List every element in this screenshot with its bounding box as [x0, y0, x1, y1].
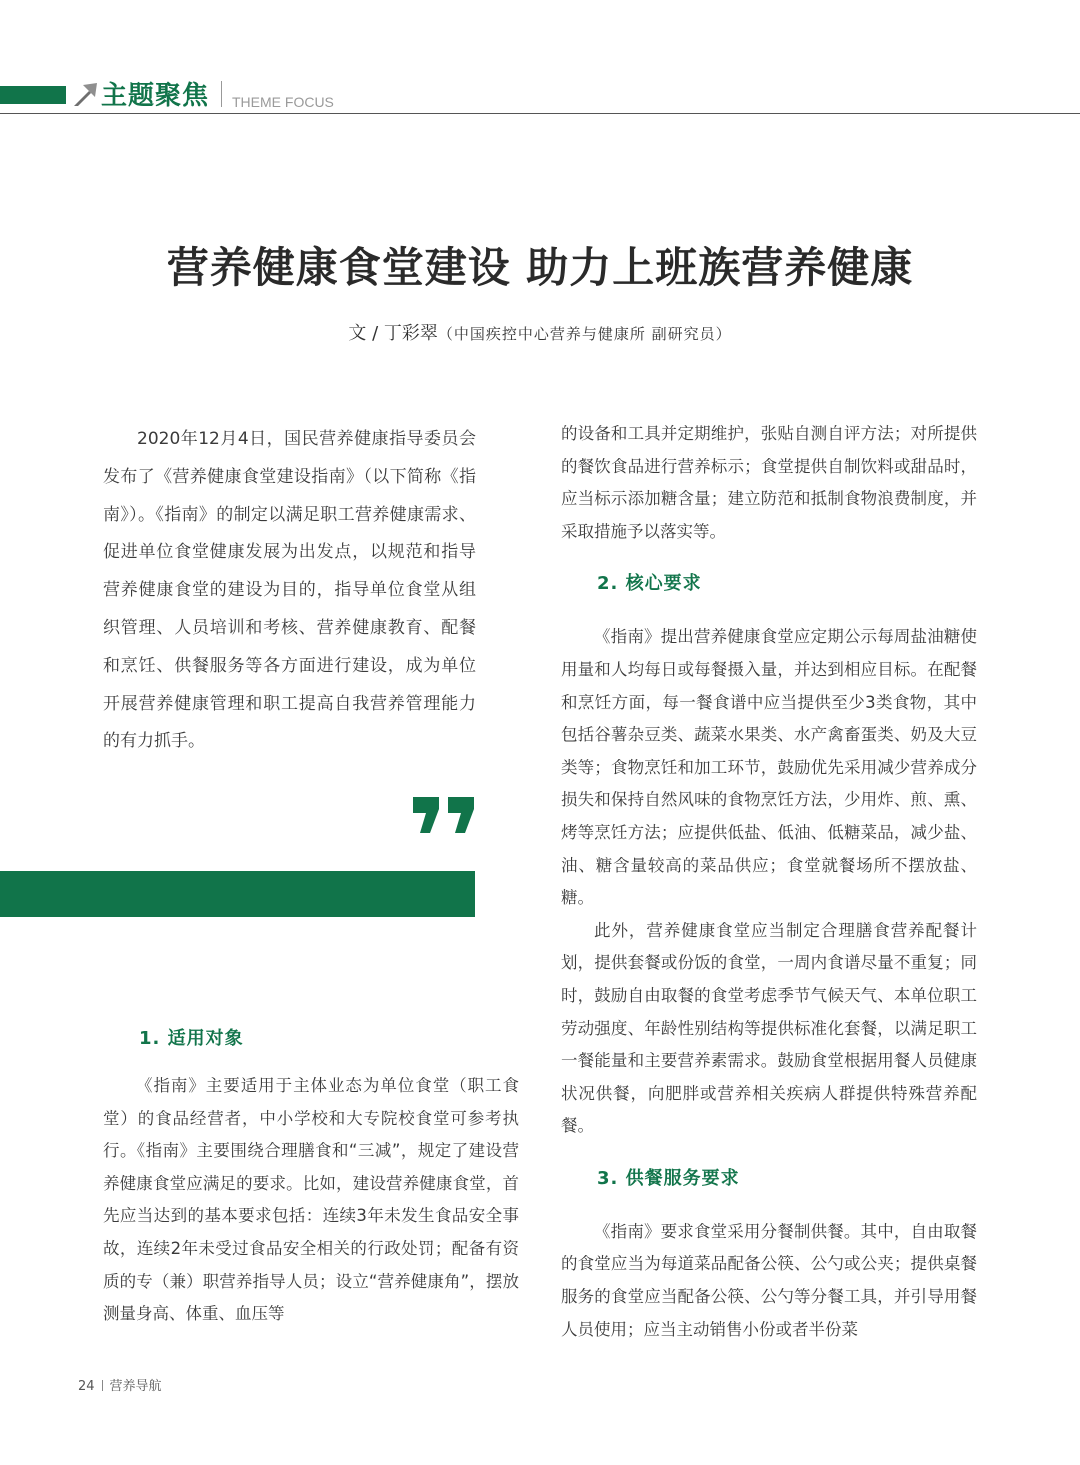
arrow-icon — [72, 82, 98, 108]
section-1-heading-wrap — [139, 1024, 244, 1054]
intro-paragraph — [103, 421, 476, 761]
header-divider — [221, 81, 222, 107]
section-title-en: THEME FOCUS — [232, 94, 334, 110]
section-heading: 1. 适用对象 — [139, 1028, 244, 1049]
section-heading: 2. 核心要求 — [597, 573, 702, 595]
byline — [0, 320, 1080, 348]
magazine-name: 营养导航 — [109, 1379, 162, 1394]
page-number: 24 — [78, 1379, 95, 1394]
left-column-body — [103, 1070, 519, 1331]
header-rule — [0, 113, 1080, 114]
header-accent-bar — [0, 86, 66, 104]
byline-affiliation: （中国疾控中心营养与健康所 副研究员） — [437, 325, 732, 343]
article-title: 营养健康食堂建设 助力上班族营养健康 — [166, 243, 914, 292]
page-footer — [78, 1377, 162, 1397]
footer-divider — [102, 1380, 103, 1391]
section-heading: 3. 供餐服务要求 — [597, 1167, 740, 1189]
byline-author: 文 / 丁彩翠 — [348, 323, 438, 344]
quote-icon — [412, 797, 476, 833]
section-title: 主题聚焦 — [101, 81, 210, 111]
paragraph: 的设备和工具并定期维护，张贴自测自评方法；对所提供的餐饮食品进行营养标示；食堂提供自制饮料或甜品时，应当标示添加糖含量；建立防范和抵制食物浪费制度，并采取措施予以落实等。 — [561, 424, 977, 541]
paragraph: 此外，营养健康食堂应当制定合理膳食营养配餐计划，提供套餐或份饭的食堂，一周内食谱尽量不重复；同时，鼓励自由取餐的食堂考虑季节气候天气、本单位职工劳动强度、年龄性别结构等提供标准化套餐，以满足职工一餐能量和主要营养素需求。鼓励食堂根据用餐人员健康状况供餐，向肥胖或营养相关疾病人群提供特殊营养配餐。 — [561, 920, 977, 1136]
intro-text: 2020年12月4日，国民营养健康指导委员会发布了《营养健康食堂建设指南》（以下简称《指南》）。《指南》的制定以满足职工营养健康需求、促进单位食堂健康发展为出发点，以规范和指导营养健康食堂的建设为目的，指导单位食堂从组织管理、人员培训和考核、营养健康教育、配餐和烹饪、供餐服务等各方面进行建设，成为单位开展营养健康管理和职工提高自我营养管理能力的有力抓手。 — [103, 429, 476, 752]
paragraph: 《指南》主要适用于主体业态为单位食堂（职工食堂）的食品经营者，中小学校和大专院校食堂可参考执行。《指南》主要围绕合理膳食和“三减”，规定了建设营养健康食堂应满足的要求。比如，建设营养健康食堂，首先应当达到的基本要求包括：连续3年未发生食品安全事故，连续2年未受过食品安全相关的行政处罚；配备有资质的专（兼）职营养指导人员；设立“营养健康角”，摆放测量身高、体重、血压等 — [103, 1076, 519, 1324]
right-column-body — [561, 418, 977, 1346]
paragraph: 《指南》要求食堂采用分餐制供餐。其中，自由取餐的食堂应当为每道菜品配备公筷、公勺或公夹；提供桌餐服务的食堂应当配备公筷、公勺等分餐工具，并引导用餐人员使用；应当主动销售小份或者半份菜 — [561, 1221, 977, 1339]
paragraph: 《指南》提出营养健康食堂应定期公示每周盐油糖使用量和人均每日或每餐摄入量，并达到相应目标。在配餐和烹饪方面，每一餐食谱中应当提供至少3类食物，其中包括谷薯杂豆类、蔬菜水果类、水产禽畜蛋类、奶及大豆类等；食物烹饪和加工环节，鼓励优先采用减少营养成分损失和保持自然风味的食物烹饪方法，少用炸、煎、熏、烤等烹饪方法；应提供低盐、低油、低糖菜品，减少盐、油、糖含量较高的菜品供应；食堂就餐场所不摆放盐、糖。 — [561, 627, 977, 908]
decorative-green-bar — [0, 871, 475, 917]
